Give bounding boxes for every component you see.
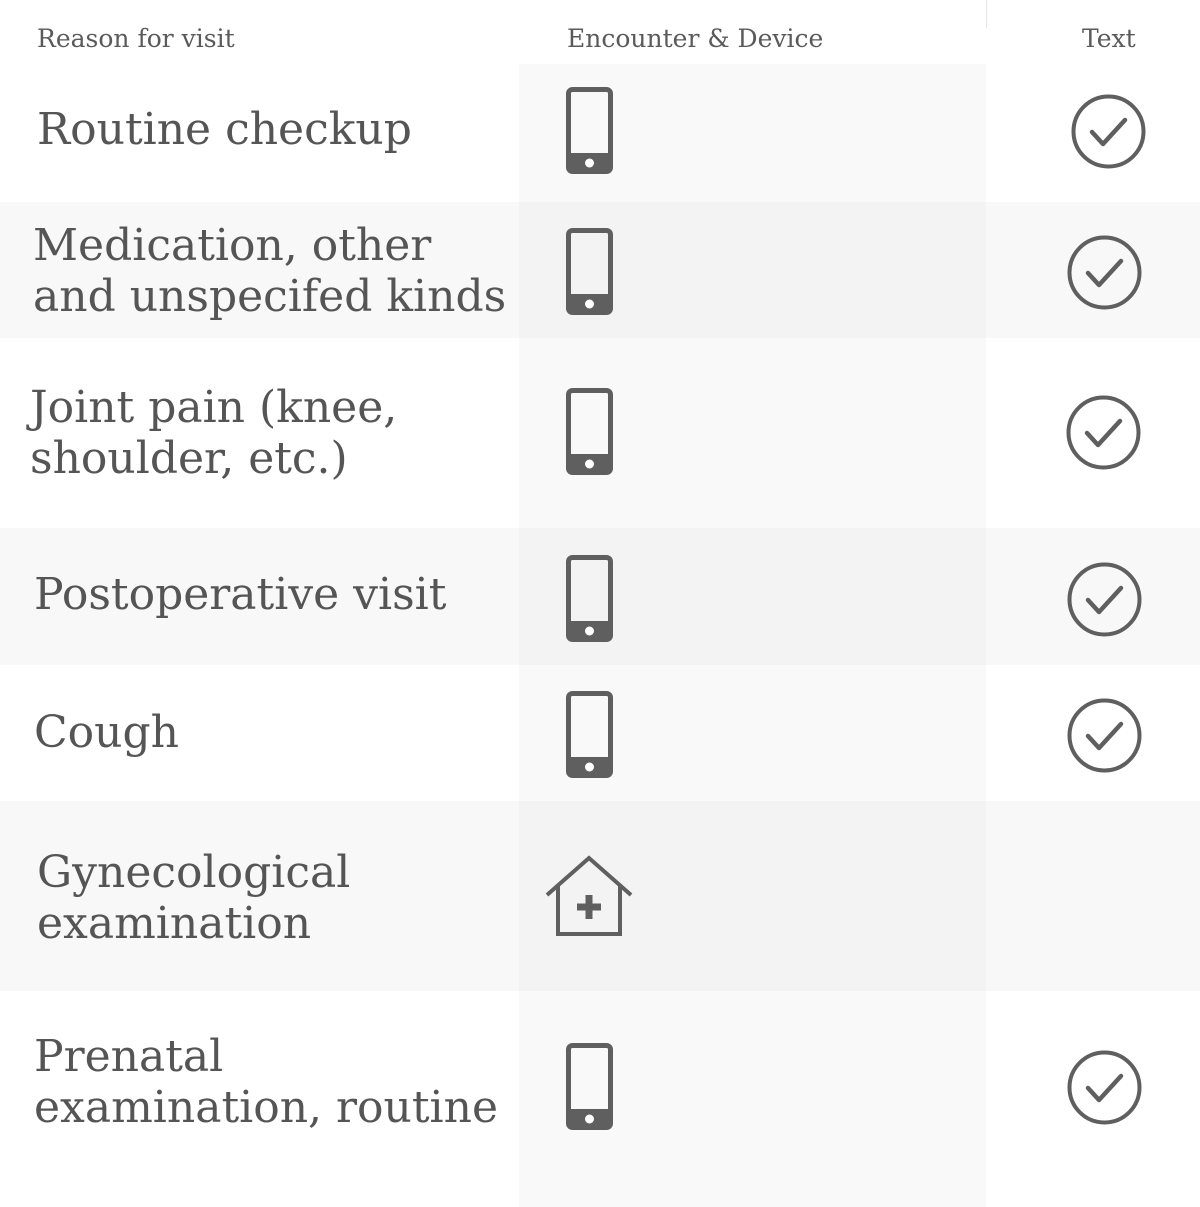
- column-header-encounter-device: Encounter & Device: [567, 24, 824, 53]
- reason-line: examination: [37, 898, 312, 949]
- reason-text: [37, 847, 350, 949]
- reason-line: Cough: [34, 707, 179, 758]
- checkmark-circle-icon: [1067, 698, 1142, 773]
- table-row[interactable]: [0, 801, 1200, 991]
- reason-text: [34, 569, 446, 620]
- phone-icon: [566, 555, 613, 642]
- phone-icon: [566, 228, 613, 315]
- checkmark-circle-icon: [1066, 395, 1141, 470]
- reason-line: and unspecifed kinds: [33, 271, 507, 322]
- reason-line: Joint pain (knee,: [30, 382, 398, 433]
- reason-line: Medication, other: [33, 220, 432, 271]
- checkmark-circle-icon: [1067, 562, 1142, 637]
- reason-text: [37, 104, 412, 155]
- table-row[interactable]: [0, 202, 1200, 338]
- reason-text: [34, 707, 179, 758]
- visit-reason-table: [0, 64, 1200, 1207]
- column-header-reason: Reason for visit: [37, 24, 235, 53]
- reason-text: [34, 1031, 498, 1133]
- table-row[interactable]: [0, 338, 1200, 528]
- phone-icon: [566, 388, 613, 475]
- table-row[interactable]: [0, 665, 1200, 801]
- reason-text: [30, 382, 397, 484]
- checkmark-circle-icon: [1067, 1050, 1142, 1125]
- checkmark-circle-icon: [1067, 235, 1142, 310]
- header-divider: [986, 0, 987, 28]
- reason-line: shoulder, etc.): [30, 433, 348, 484]
- reason-line: Postoperative visit: [34, 569, 447, 620]
- reason-line: Gynecological: [37, 847, 351, 898]
- phone-icon: [566, 87, 613, 174]
- table-row[interactable]: [0, 991, 1200, 1207]
- checkmark-circle-icon: [1071, 94, 1146, 169]
- table-row[interactable]: [0, 528, 1200, 665]
- reason-line: Prenatal: [34, 1031, 224, 1082]
- phone-icon: [566, 691, 613, 778]
- column-header-text: Text: [1082, 24, 1136, 53]
- table-header: [0, 0, 1200, 64]
- reason-text: [33, 220, 506, 322]
- reason-line: examination, routine: [34, 1082, 498, 1133]
- phone-icon: [566, 1043, 613, 1130]
- reason-line: Routine checkup: [37, 104, 412, 155]
- clinic-house-icon: [544, 855, 634, 937]
- table-row[interactable]: [0, 64, 1200, 202]
